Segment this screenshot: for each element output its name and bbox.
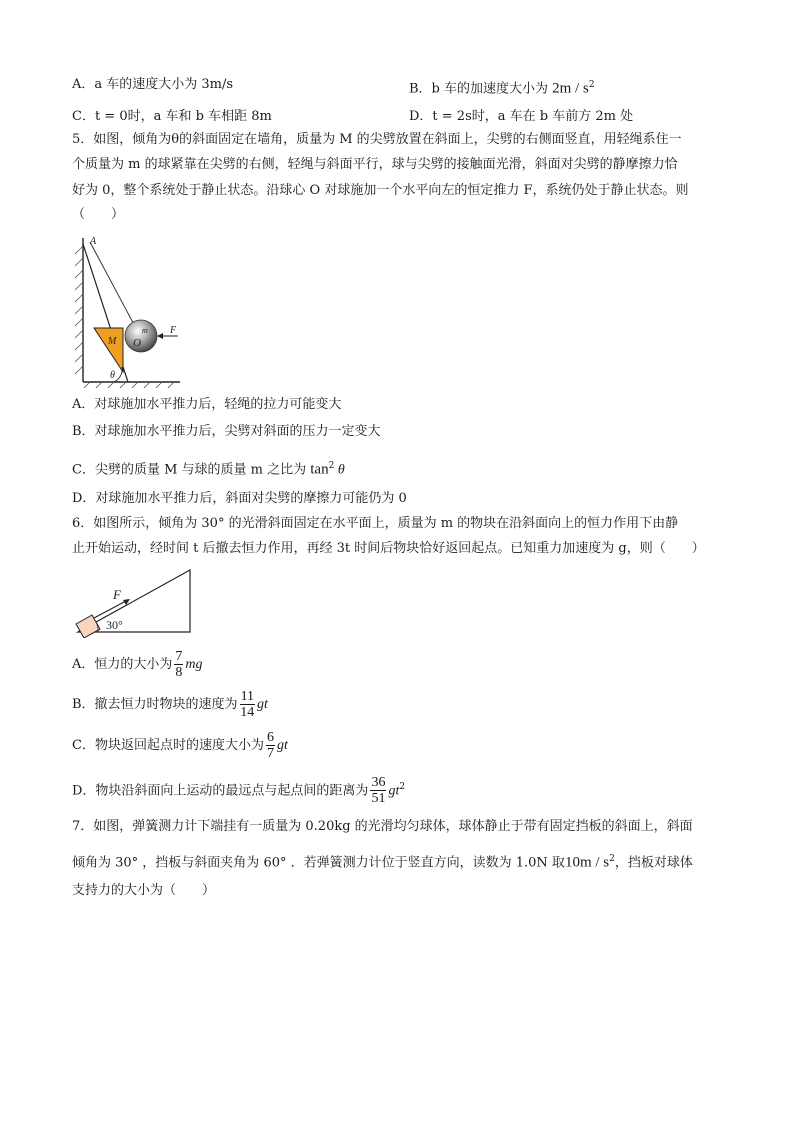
q6-option-d-fraction — [370, 775, 386, 806]
label-f: F — [113, 587, 121, 602]
q6-option-c-numerator: 6 — [266, 730, 274, 745]
q4-option-a: A．a 车的速度大小为 3m/s — [72, 77, 234, 92]
q4-option-c: C．t = 0时，a 车和 b 车相距 8m — [72, 109, 272, 124]
q6-option-c-text: C．物块返回起点时的速度大小为 — [72, 738, 264, 753]
q5-option-c-tan: tan — [310, 461, 329, 478]
q7-unit-sup: 2 — [609, 854, 615, 864]
q6-option-a — [72, 648, 203, 682]
q6-option-c-unit: gt — [276, 738, 288, 753]
q6-option-a-text: A．恒力的大小为 — [72, 657, 173, 672]
q5-option-c-text: C．尖劈的质量 M 与球的质量 m 之比为 — [72, 462, 311, 478]
label-o: O — [133, 337, 141, 349]
q7-unit: 10m / s — [564, 854, 610, 871]
q6-option-b-text: B．撤去恒力时物块的速度为 — [72, 697, 238, 712]
q6-option-b-fraction — [240, 689, 255, 720]
q6-option-c — [72, 729, 288, 763]
q4-option-d: D．t = 2s时，a 车在 b 车前方 2m 处 — [409, 109, 634, 124]
q6-option-c-fraction — [266, 730, 275, 761]
q5-option-c — [72, 458, 345, 478]
q6-option-c-denominator: 7 — [266, 746, 274, 761]
q5-figure — [70, 232, 190, 388]
label-f: F — [170, 325, 177, 336]
label-angle: 30° — [106, 618, 123, 632]
q5-option-c-theta: θ — [334, 462, 345, 478]
label-m-ball: m — [142, 326, 148, 335]
q6-option-b-denominator: 14 — [240, 705, 255, 720]
label-m-wedge: M — [108, 336, 117, 347]
q4-option-b-unit: 2m / s — [552, 80, 589, 97]
q5-option-b: B．对球施加水平推力后，尖劈对斜面的压力一定变大 — [72, 424, 381, 439]
q6-figure — [70, 566, 196, 638]
q7-stem-line3: 支持力的大小为（ ） — [72, 883, 216, 898]
force-arrow-head — [157, 333, 163, 339]
q7-stem-line2-tail: ，挡板对球体 — [614, 855, 693, 871]
q6-option-d-text: D．物块沿斜面向上运动的最远点与起点间的距离为 — [72, 783, 369, 799]
q6-option-b-unit: gt — [257, 697, 268, 712]
block — [76, 615, 100, 638]
q4-option-b-sup: 2 — [588, 80, 595, 90]
q5-option-d: D．对球施加水平推力后，斜面对尖劈的摩擦力可能仍为 0 — [72, 491, 407, 506]
q7-stem-line1: 7．如图，弹簧测力计下端挂有一质量为 0.20kg 的光滑均匀球体，球体静止于带有固定挡板的斜面上，斜面 — [72, 819, 693, 834]
q6-option-a-fraction — [174, 649, 183, 680]
ball — [125, 320, 157, 352]
q6-option-d-numerator: 36 — [371, 775, 386, 791]
q4-option-b — [409, 77, 595, 97]
label-theta: θ — [110, 370, 115, 381]
q5-stem-line1: 5．如图，倾角为θ的斜面固定在墙角，质量为 M 的尖劈放置在斜面上，尖劈的右侧面竖直，用轻绳系住一 — [72, 132, 682, 147]
q5-stem-line2: 个质量为 m 的球紧靠在尖劈的右侧，轻绳与斜面平行，球与尖劈的接触面光滑，斜面对尖劈的静摩擦力恰 — [72, 157, 678, 172]
q6-option-b — [72, 688, 268, 722]
q6-option-a-unit: mg — [185, 657, 203, 672]
q6-option-d — [72, 770, 405, 808]
q6-option-b-numerator: 11 — [240, 689, 255, 704]
label-a: A — [90, 236, 97, 247]
q6-option-d-sup: 2 — [399, 782, 406, 792]
q7-stem-line2-text: 倾角为 30° ，挡板与斜面夹角为 60° ．若弹簧测力计位于竖直方向，读数为 1.0N 取 — [72, 855, 565, 871]
q6-stem-line2: 止开始运动，经时间 t 后撤去恒力作用，再经 3t 时间后物块恰好返回起点。已知重力加速度为 g，则（ ） — [72, 541, 705, 556]
q5-stem-line3: 好为 0，整个系统处于静止状态。沿球心 O 对球施加一个水平向左的恒定推力 F，系统仍处于静止状态。则 — [72, 183, 689, 198]
q6-option-a-denominator: 8 — [175, 665, 183, 680]
q5-option-c-sup: 2 — [328, 461, 335, 471]
q5-stem-line4: （ ） — [72, 207, 125, 222]
q6-option-a-numerator: 7 — [175, 649, 183, 664]
q6-option-d-denominator: 51 — [371, 791, 386, 807]
q6-option-d-unit: gt — [388, 783, 400, 799]
q6-stem-line1: 6．如图所示，倾角为 30° 的光滑斜面固定在水平面上，质量为 m 的物块在沿斜面向上的恒力作用下由静 — [72, 516, 679, 531]
q7-stem-line2 — [72, 851, 693, 871]
q5-option-a: A．对球施加水平推力后，轻绳的拉力可能变大 — [72, 397, 342, 412]
q4-option-b-text: B．b 车的加速度大小为 — [409, 81, 553, 97]
wedge-m — [94, 328, 123, 372]
